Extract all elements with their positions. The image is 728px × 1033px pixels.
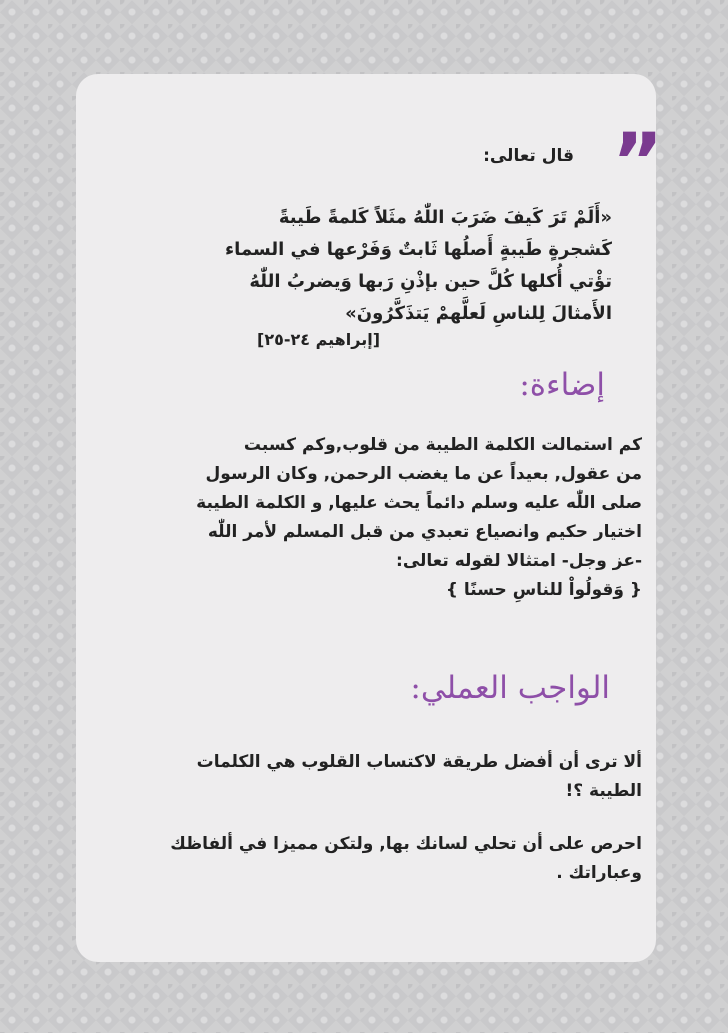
illumination-paragraph	[92, 431, 642, 605]
paragraph-line: صلى اللّٰه عليه وسلم دائماً يحث عليها, و الكلمة الطيبة	[196, 493, 642, 513]
quote-intro: قال تعالى:	[483, 146, 574, 166]
paragraph-line: وعباراتك .	[556, 863, 642, 883]
content-card	[76, 74, 664, 962]
duty-paragraph-1	[92, 748, 642, 806]
quote-mark-icon: ”	[612, 118, 664, 208]
paragraph-line: احرص على أن تحلي لسانك بها, ولتكن مميزا في ألفاظك	[170, 834, 642, 854]
verse-line: تؤْتي أُكلها كُلَّ حين بإذْنِ رَبها وَيضربُ اللّٰهُ	[249, 271, 612, 292]
verse-line: كَشجرةٍ طَيبةٍ أَصلُها ثَابتٌ وَفَرْعها في السماء	[224, 239, 612, 260]
verse-reference: [إبراهيم ٢٤-٢٥]	[257, 330, 380, 349]
duty-paragraph-2	[92, 830, 642, 888]
verse-line: «أَلَمْ تَرَ كَيفَ ضَرَبَ اللّٰهُ مثَلاً كَلمةً طَيبةً	[278, 207, 612, 228]
paragraph-line: كم استمالت الكلمة الطيبة من قلوب,وكم كسبت	[243, 435, 642, 455]
section-title-illumination: إضاءة:	[519, 367, 605, 403]
paragraph-line: ألا ترى أن أفضل طريقة لاكتساب القلوب هي الكلمات	[196, 752, 642, 772]
paragraph-line: من عقول, بعيداً عن ما يغضب الرحمن, وكان الرسول	[205, 464, 642, 484]
paragraph-line: -عز وجل- امتثالا لقوله تعالى:	[396, 551, 642, 571]
paragraph-line: { وَقولُواْ للناسِ حسنًا }	[445, 580, 642, 600]
paragraph-line: اختيار حكيم وانصياع تعبدي من قبل المسلم لأمر اللّٰه	[207, 522, 642, 542]
quran-verse	[112, 202, 612, 330]
verse-line: الأَمثالَ لِلناسِ لَعلَّهمْ يَتذَكَّرُونَ»	[345, 303, 612, 324]
paragraph-line: الطيبة ؟!	[565, 781, 642, 801]
section-title-practical-duty: الواجب العملي:	[410, 670, 610, 706]
